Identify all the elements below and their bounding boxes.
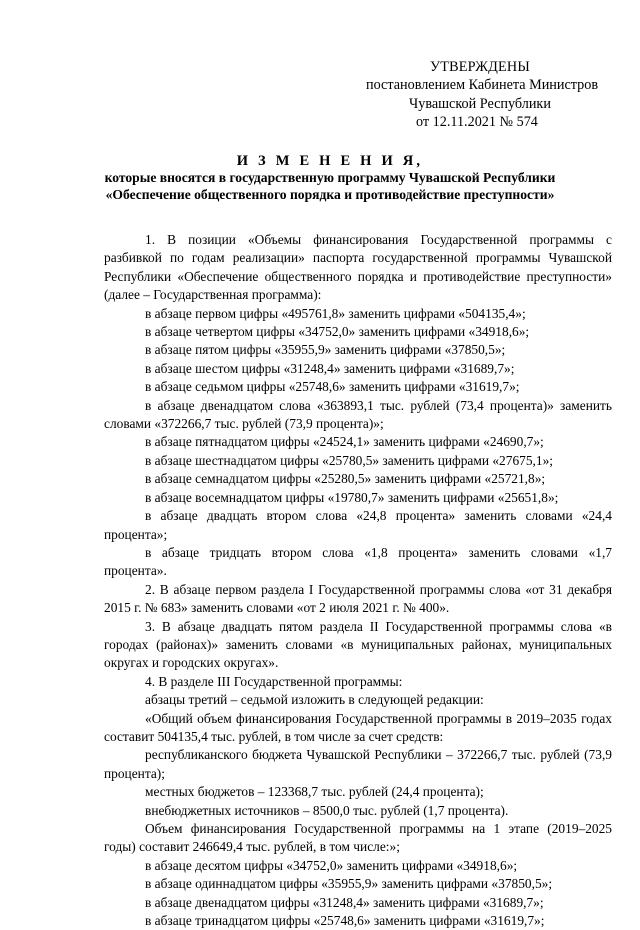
paragraph-17: абзацы третий – седьмой изложить в следующей редакции: xyxy=(145,692,484,708)
document-body xyxy=(104,231,612,930)
paragraph-21: внебюджетных источников – 8500,0 тыс. рублей (1,7 процента). xyxy=(145,802,509,818)
heading-subtitle-line1: которые вносятся в государственную программу Чувашской Республики xyxy=(104,170,556,186)
paragraph-11: в абзаце восемнадцатом цифры «19780,7» заменить цифрами «25651,8»; xyxy=(145,489,559,505)
paragraph-15: 3. В абзаце двадцать пятом раздела II Государственной программы слова «в городах (районах)» заменить словами «в муниципальных районах, муниципальных округах и городских округах». xyxy=(104,618,612,671)
paragraph-22: Объем финансирования Государственной программы на 1 этапе (2019–2025 годы) составит 246649,4 тыс. рублей, в том числе:»; xyxy=(104,821,612,855)
approval-issuer: постановлением Кабинета Министров xyxy=(366,77,599,94)
paragraph-13: в абзаце тридцать втором слова «1,8 процента» заменить словами «1,7 процента». xyxy=(104,544,612,579)
paragraph-18: «Общий объем финансирования Государственной программы в 2019–2035 годах составит 504135,4 тыс. рублей, в том числе за счет средств: xyxy=(104,710,612,744)
paragraph-20: местных бюджетов – 123368,7 тыс. рублей (24,4 процента); xyxy=(145,784,484,800)
paragraph-3: в абзаце четвертом цифры «34752,0» заменить цифрами «34918,6»; xyxy=(145,324,530,340)
approval-date-number: от 12.11.2021 № 574 xyxy=(416,114,538,131)
approval-republic: Чувашской Республики xyxy=(409,95,551,112)
approval-block xyxy=(358,58,608,132)
document-heading xyxy=(60,153,600,203)
paragraph-9: в абзаце шестнадцатом цифры «25780,5» заменить цифрами «27675,1»; xyxy=(145,452,553,468)
paragraph-1: 1. В позиции «Объемы финансирования Государственной программы с разбивкой по годам реализации» паспорта государственной программы Чувашской Республики «Обеспечение общественного порядка и противодействие преступности» (далее – Государственная программа): xyxy=(104,232,612,303)
paragraph-5: в абзаце шестом цифры «31248,4» заменить цифрами «31689,7»; xyxy=(145,360,515,376)
paragraph-19: республиканского бюджета Чувашской Республики – 372266,7 тыс. рублей (73,9 процента); xyxy=(104,747,612,781)
paragraph-14: 2. В абзаце первом раздела I Государственной программы слова «от 31 декабря 2015 г. № 683» заменить словами «от 2 июля 2021 г. № 400». xyxy=(104,581,612,616)
paragraph-4: в абзаце пятом цифры «35955,9» заменить цифрами «37850,5»; xyxy=(145,342,506,358)
paragraph-25: в абзаце двенадцатом цифры «31248,4» заменить цифрами «31689,7»; xyxy=(145,894,544,910)
paragraph-6: в абзаце седьмом цифры «25748,6» заменить цифрами «31619,7»; xyxy=(145,379,520,395)
heading-title: И З М Е Н Е Н И Я, xyxy=(236,153,424,169)
paragraph-7: в абзаце двенадцатом слова «363893,1 тыс. рублей (73,4 процента)» заменить словами «372266,7 тыс. рублей (73,9 процента)»; xyxy=(104,397,612,432)
paragraph-10: в абзаце семнадцатом цифры «25280,5» заменить цифрами «25721,8»; xyxy=(145,471,546,487)
paragraph-23: в абзаце десятом цифры «34752,0» заменить цифрами «34918,6»; xyxy=(145,857,518,873)
paragraph-2: в абзаце первом цифры «495761,8» заменить цифрами «504135,4»; xyxy=(145,305,526,321)
paragraph-12: в абзаце двадцать втором слова «24,8 процента» заменить словами «24,4 процента»; xyxy=(104,508,612,542)
paragraph-26: в абзаце тринадцатом цифры «25748,6» заменить цифрами «31619,7»; xyxy=(145,913,545,929)
heading-subtitle-line2: «Обеспечение общественного порядка и противодействие преступности» xyxy=(105,186,555,202)
approval-title: УТВЕРЖДЕНЫ xyxy=(430,59,530,75)
paragraph-8: в абзаце пятнадцатом цифры «24524,1» заменить цифрами «24690,7»; xyxy=(145,434,544,450)
paragraph-16: 4. В разделе III Государственной программы: xyxy=(145,673,403,689)
paragraph-24: в абзаце одиннадцатом цифры «35955,9» заменить цифрами «37850,5»; xyxy=(145,876,553,892)
